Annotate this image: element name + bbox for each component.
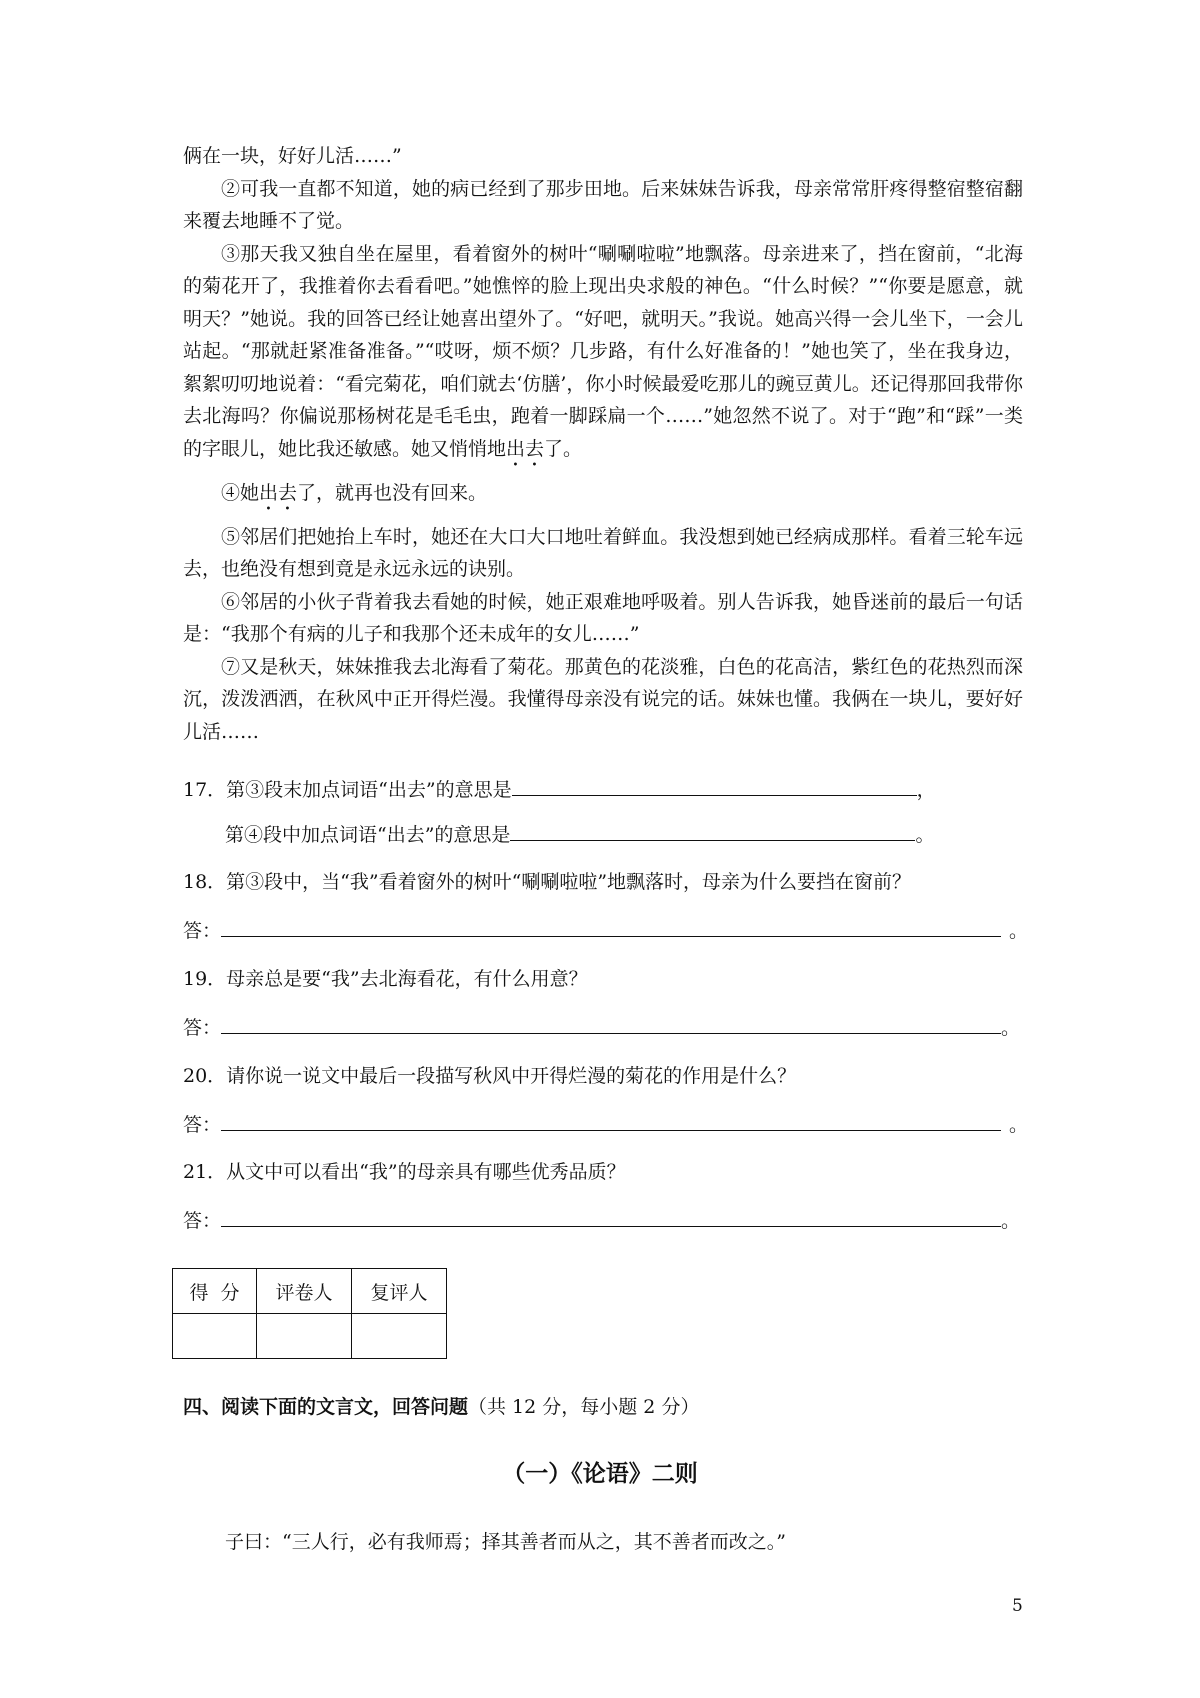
answer-line-19 [183, 1013, 1020, 1042]
passage-paragraph-6: ⑥邻居的小伙子背着我去看她的时候，她正艰难地呼吸着。别人告诉我，她昏迷前的最后一句话是：“我那个有病的儿子和我那个还未成年的女儿……” [183, 590, 1023, 645]
dotted-word-chuqu-1: 出去 [506, 437, 545, 460]
question-20: 20．请你说一说文中最后一段描写秋风中开得烂漫的菊花的作用是什么？ [183, 1065, 797, 1087]
question-17a-comma: ， [916, 779, 936, 801]
answer-period: 。 [1001, 1017, 1021, 1039]
answer-period: 。 [1001, 1210, 1021, 1232]
reading-passage [183, 140, 1023, 748]
reviewer-header: 复评人 [352, 1269, 447, 1314]
answer-period: 。 [1009, 1114, 1029, 1136]
answer-label: 答： [183, 920, 222, 942]
reviewer-cell[interactable] [352, 1314, 447, 1359]
passage-paragraph-7: ⑦又是秋天，妹妹推我去北海看了菊花。那黄色的花淡雅，白色的花高洁，紫红色的花热烈而深沉，泼泼洒洒，在秋风中正开得烂漫。我懂得母亲没有说完的话。妹妹也懂。我俩在一块儿，要好好儿活…… [183, 655, 1023, 743]
answer-line-20 [183, 1110, 1028, 1139]
grader-cell[interactable] [257, 1314, 352, 1359]
dotted-word-chuqu-2: 出去 [259, 481, 298, 504]
paragraph-4-post: 了，就再也没有回来。 [297, 481, 488, 504]
answer-label: 答： [183, 1114, 222, 1136]
question-17b-period: 。 [915, 824, 935, 846]
passage-paragraph-3 [183, 238, 1023, 471]
passage-paragraph-5: ⑤邻居们把她抬上车时，她还在大口大口地吐着鲜血。我没想到她已经病成那样。看着三轮车远去，也绝没有想到竟是永远永远的诀别。 [183, 525, 1023, 580]
question-17a-text: 17．第③段末加点词语“出去”的意思是 [183, 779, 512, 801]
question-17a [183, 775, 936, 804]
answer-blank-19[interactable] [221, 1013, 1001, 1034]
score-table-header-row [173, 1269, 447, 1314]
answer-blank-17a[interactable] [512, 775, 917, 796]
paragraph-3-end: 了。 [544, 437, 583, 460]
answer-blank-18[interactable] [221, 916, 1001, 937]
question-17b [225, 820, 934, 849]
question-18: 18．第③段中，当“我”看着窗外的树叶“唰唰啦啦”地飘落时，母亲为什么要挡在窗前？ [183, 871, 912, 893]
answer-blank-17b[interactable] [510, 820, 915, 841]
answer-blank-21[interactable] [221, 1206, 1001, 1227]
question-19: 19．母亲总是要“我”去北海看花，有什么用意？ [183, 968, 588, 990]
grader-header: 评卷人 [257, 1269, 352, 1314]
question-17b-text: 第④段中加点词语“出去”的意思是 [225, 824, 511, 846]
paragraph-4-pre: ④她 [221, 481, 260, 504]
score-table [172, 1268, 447, 1359]
lunyu-quote-1: 子曰：“三人行，必有我师焉；择其善者而从之，其不善者而改之。” [225, 1531, 786, 1553]
section-4-score-note: （共 12 分，每小题 2 分） [468, 1396, 700, 1418]
paragraph-3-text: ③那天我又独自坐在屋里，看着窗外的树叶“唰唰啦啦”地飘落。母亲进来了，挡在窗前，“北海的菊花开了，我推着你去看看吧。”她憔悴的脸上现出央求般的神色。“什么时候？”“你要是愿意，就明天？”她说。我的回答已经让她喜出望外了。“好吧，就明天。”我说。她高兴得一会儿坐下，一会儿站起。“那就赶紧准备准备。”“哎呀，烦不烦？几步路，有什么好准备的！”她也笑了，坐在我身边，絮絮叨叨地说着：“看完菊花，咱们就去‘仿膳’，你小时候最爱吃那儿的豌豆黄儿。还记得那回我带你去北海吗？你偏说那杨树花是毛毛虫，跑着一脚踩扁一个……”她忽然不说了。对于“跑”和“踩”一类的字眼儿，她比我还敏感。她又悄悄地 [183, 242, 1023, 460]
answer-line-18 [183, 916, 1028, 945]
score-cell[interactable] [173, 1314, 257, 1359]
score-table-entry-row [173, 1314, 447, 1359]
lunyu-subtitle: （一）《论语》二则 [502, 1461, 698, 1487]
answer-label: 答： [183, 1210, 222, 1232]
passage-paragraph-2: ②可我一直都不知道，她的病已经到了那步田地。后来妹妹告诉我，母亲常常肝疼得整宿整宿翻来覆去地睡不了觉。 [183, 177, 1023, 232]
passage-paragraph-4 [183, 477, 1023, 515]
answer-blank-20[interactable] [221, 1110, 1001, 1131]
score-header: 得 分 [173, 1269, 257, 1314]
page-number: 5 [1012, 1596, 1023, 1616]
answer-label: 答： [183, 1017, 222, 1039]
answer-period: 。 [1009, 920, 1029, 942]
section-4-title: 四、阅读下面的文言文，回答问题 [183, 1396, 469, 1418]
passage-paragraph-1-end: 俩在一块，好好儿活……” [183, 145, 402, 167]
answer-line-21 [183, 1206, 1020, 1235]
section-4-heading [183, 1392, 699, 1419]
question-21: 21．从文中可以看出“我”的母亲具有哪些优秀品质？ [183, 1161, 626, 1183]
